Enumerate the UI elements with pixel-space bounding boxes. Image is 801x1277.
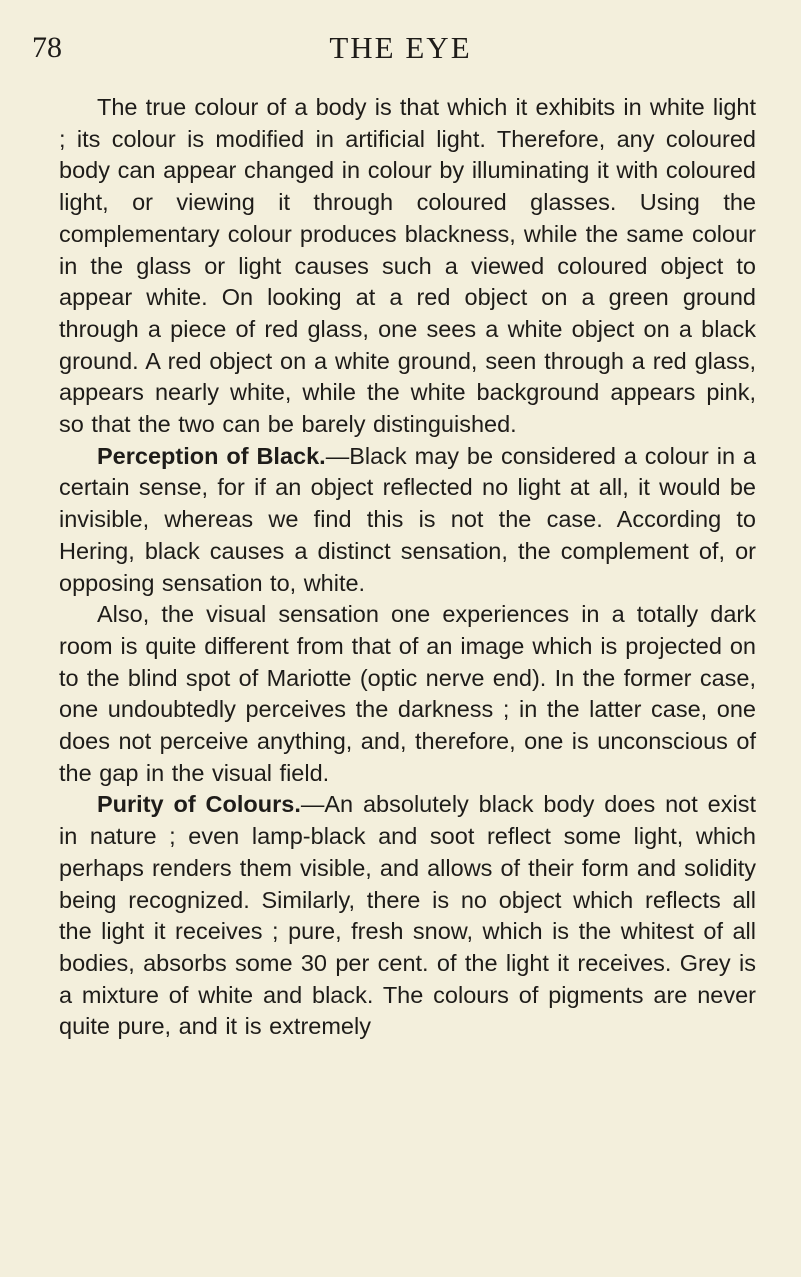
page-number: 78 (32, 31, 62, 64)
paragraph-perception-of-black (59, 441, 756, 600)
section-heading-purity-of-colours: Purity of Colours. (97, 791, 301, 818)
paragraph-text: Also, the visual sensation one experiences in a totally dark room is quite different from that of an image which is projected on to the blind spot of Mariotte (optic nerve end). In the former case, one undoubtedly perceives the darkness ; in the latter case, one does not perceive anything, and, therefore, one is unconscious of the gap in the visual field. (59, 601, 756, 786)
running-title: THE EYE (329, 30, 472, 65)
page-header (30, 28, 771, 72)
paragraph-colour-in-light (59, 92, 756, 441)
paragraph-text: —An absolutely black body does not exist in nature ; even lamp-black and soot reflect some light, which perhaps renders them visible, and allows of their form and solidity being recognized. Similarly, there is no object which reflects all the light it receives ; pure, fresh snow, which is the whitest of all bodies, absorbs some 30 per cent. of the light it receives. Grey is a mixture of white and black. The colours of pigments are never quite pure, and it is extremely (59, 791, 756, 1040)
paragraph-dark-room (59, 599, 756, 789)
paragraph-text: The true colour of a body is that which it exhibits in white light ; its colour is modified in artificial light. Therefore, any coloured body can appear changed in colour by illuminating it with coloured light, or viewing it through coloured glasses. Using the complementary colour produces blackness, while the same colour in the glass or light causes such a viewed coloured object to appear white. On looking at a red object on a green ground through a piece of red glass, one sees a white object on a black ground. A red object on a white ground, seen through a red glass, appears nearly white, while the white background appears pink, so that the two can be barely distinguished. (59, 94, 756, 438)
section-heading-perception-of-black: Perception of Black. (97, 442, 326, 469)
paragraph-purity-of-colours (59, 789, 756, 1043)
body-text (59, 92, 756, 1043)
paragraph-text: —Black may be considered a colour in a certain sense, for if an object reflected no light at all, it would be invisible, whereas we find this is not the case. According to Hering, black causes a distinct sensation, the complement of, or opposing sensation to, white. (59, 442, 756, 596)
